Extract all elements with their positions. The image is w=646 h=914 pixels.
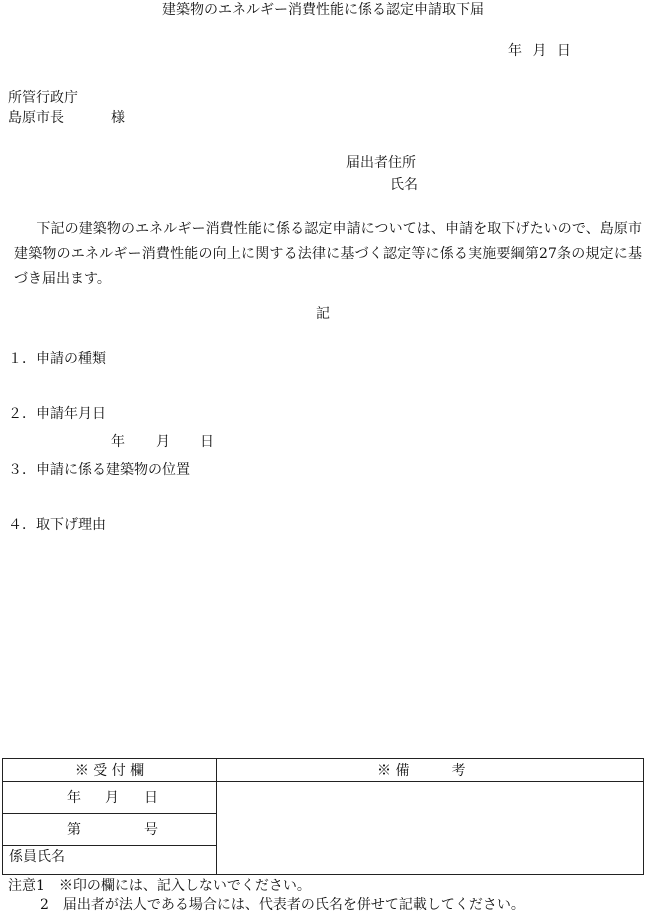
item-1: [8, 351, 106, 368]
item-number: １．: [8, 351, 36, 367]
item-label: 申請に係る建築物の位置: [36, 462, 190, 478]
item-label: 申請の種類: [36, 351, 106, 367]
reception-year: 年: [67, 790, 81, 806]
item-4: [8, 517, 106, 534]
reception-table: [2, 758, 644, 875]
note-2-text: 届出者が法人である場合には、代表者の氏名を併せて記載してください。: [62, 897, 525, 913]
body-paragraph: 下記の建築物のエネルギー消費性能に係る認定申請については、申請を取下げたいので、島原市建築物のエネルギー消費性能の向上に関する法律に基づく認定等に係る実施要綱第27条の規定に基づき届出ます。: [14, 221, 642, 287]
table-row-divider-1: [3, 813, 216, 814]
reception-number-gou: 号: [144, 822, 158, 838]
document-title: 建築物のエネルギー消費性能に係る認定申請取下届: [162, 2, 484, 18]
reception-month: 月: [105, 790, 119, 806]
item-2-month: 月: [156, 434, 170, 450]
notes-heading: 注意: [8, 878, 36, 894]
submission-date: 年 月 日: [508, 43, 571, 59]
remarks-header: ※ 備 考: [377, 763, 466, 779]
reception-header: ※ 受 付 欄: [74, 763, 145, 779]
note-1-text: ※印の欄には、記入しないでください。: [58, 878, 311, 894]
addressee-honorific: 様: [111, 110, 125, 126]
addressee-office: 所管行政庁: [8, 90, 78, 106]
item-2-day: 日: [200, 434, 214, 450]
item-number: ３．: [8, 462, 36, 478]
ki-heading: 記: [316, 306, 330, 322]
applicant-address-label: 届出者住所: [346, 155, 416, 171]
item-label: 取下げ理由: [36, 517, 106, 533]
item-2-year: 年: [111, 434, 125, 450]
item-2: [8, 406, 106, 423]
note-1-number: 1: [36, 878, 45, 894]
item-label: 申請年月日: [36, 406, 106, 422]
staff-name-label: 係員氏名: [9, 849, 65, 865]
note-2: [40, 897, 525, 914]
addressee-mayor: 島原市長: [8, 110, 64, 126]
table-header-divider: [3, 781, 643, 782]
note-2-number: 2: [40, 897, 49, 913]
reception-day: 日: [144, 790, 158, 806]
reception-number-dai: 第: [67, 822, 81, 838]
note-1: [8, 878, 311, 895]
item-number: ４．: [8, 517, 36, 533]
item-number: ２．: [8, 406, 36, 422]
table-row-divider-2: [3, 845, 216, 846]
applicant-name-label: 氏名: [390, 177, 418, 193]
item-3: [8, 462, 190, 479]
